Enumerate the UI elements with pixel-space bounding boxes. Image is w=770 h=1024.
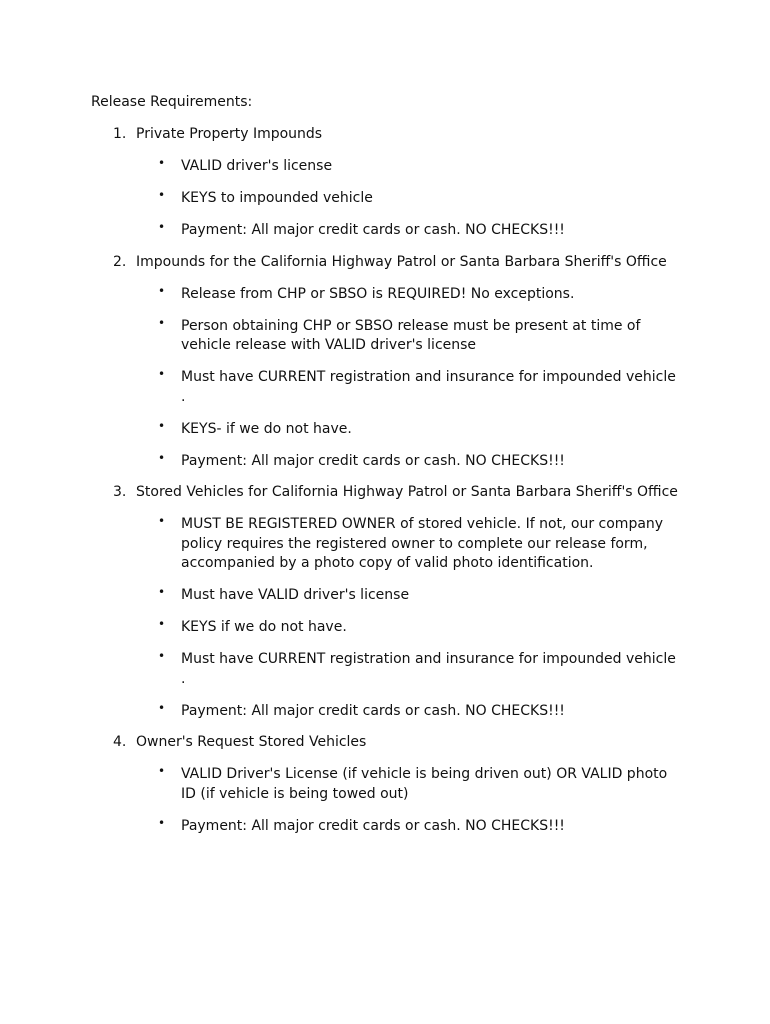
bullet-icon: •	[158, 700, 166, 715]
bullet-text: KEYS if we do not have.	[181, 619, 347, 635]
requirement-section	[0, 125, 770, 241]
bullet-item	[0, 765, 681, 804]
bullet-icon: •	[158, 450, 166, 465]
section-heading	[0, 483, 770, 502]
section-number: 1.	[113, 126, 127, 142]
bullet-icon: •	[158, 156, 166, 170]
bullet-item	[0, 586, 681, 606]
bullet-item	[0, 420, 681, 440]
bullet-text: Payment: All major credit cards or cash. NO CHECKS!!!	[181, 452, 565, 469]
requirement-section	[0, 253, 770, 472]
section-number: 2.	[113, 253, 127, 270]
section-heading	[0, 125, 770, 144]
requirements-list	[0, 125, 770, 848]
bullet-item	[0, 650, 681, 689]
bullet-text: Payment: All major credit cards or cash. NO CHECKS!!!	[181, 702, 565, 719]
requirement-section	[0, 483, 770, 721]
bullet-icon: •	[158, 764, 166, 778]
bullet-text: Must have CURRENT registration and insurance for impounded vehicle .	[181, 651, 676, 687]
section-title: Private Property Impounds	[136, 126, 323, 142]
bullet-text: VALID driver's license	[181, 158, 333, 174]
bullet-icon: •	[158, 418, 166, 433]
bullet-text: KEYS- if we do not have.	[181, 420, 352, 437]
bullet-text: KEYS to impounded vehicle	[181, 190, 373, 206]
bullet-icon: •	[158, 815, 166, 830]
bullet-item	[0, 702, 681, 722]
bullet-item	[0, 157, 681, 177]
bullet-icon: •	[158, 585, 166, 599]
section-heading	[0, 253, 770, 272]
bullet-item	[0, 618, 681, 638]
bullet-icon: •	[158, 283, 166, 298]
bullet-icon: •	[158, 220, 166, 234]
bullet-text: Payment: All major credit cards or cash. NO CHECKS!!!	[181, 222, 565, 238]
bullet-text: Person obtaining CHP or SBSO release must be present at time of vehicle release with VALID driver's license	[181, 317, 641, 353]
bullet-text: Must have VALID driver's license	[181, 587, 410, 603]
requirement-section	[0, 733, 770, 836]
section-title: Impounds for the California Highway Patrol or Santa Barbara Sheriff's Office	[136, 253, 667, 270]
bullet-item	[0, 368, 681, 407]
section-number: 3.	[113, 484, 127, 500]
bullet-item	[0, 189, 681, 209]
bullet-item	[0, 317, 681, 356]
bullet-text: Payment: All major credit cards or cash. NO CHECKS!!!	[181, 817, 565, 834]
bullet-list	[0, 765, 770, 836]
bullet-item	[0, 515, 681, 574]
bullet-icon: •	[158, 617, 166, 631]
bullet-icon: •	[158, 649, 166, 663]
document-heading: Release Requirements:	[91, 94, 253, 110]
section-number: 4.	[113, 734, 127, 750]
bullet-item	[0, 452, 681, 472]
section-heading	[0, 733, 770, 752]
bullet-list	[0, 515, 770, 721]
bullet-text: Must have CURRENT registration and insurance for impounded vehicle .	[181, 369, 676, 405]
bullet-item	[0, 221, 681, 241]
bullet-text: MUST BE REGISTERED OWNER of stored vehicle. If not, our company policy requires the registered owner to complete our release form, accompanied by a photo copy of valid photo identification.	[181, 516, 664, 571]
section-title: Stored Vehicles for California Highway Patrol or Santa Barbara Sheriff's Office	[136, 484, 678, 500]
bullet-icon: •	[158, 514, 166, 528]
bullet-icon: •	[158, 315, 166, 330]
bullet-text: VALID Driver's License (if vehicle is being driven out) OR VALID photo ID (if vehicle is being towed out)	[181, 766, 668, 802]
bullet-list	[0, 157, 770, 241]
bullet-text: Release from CHP or SBSO is REQUIRED! No exceptions.	[181, 285, 575, 302]
bullet-item	[0, 817, 681, 837]
section-title: Owner's Request Stored Vehicles	[136, 734, 367, 750]
bullet-list	[0, 285, 770, 472]
bullet-icon: •	[158, 367, 166, 381]
bullet-icon: •	[158, 188, 166, 202]
bullet-item	[0, 285, 681, 305]
